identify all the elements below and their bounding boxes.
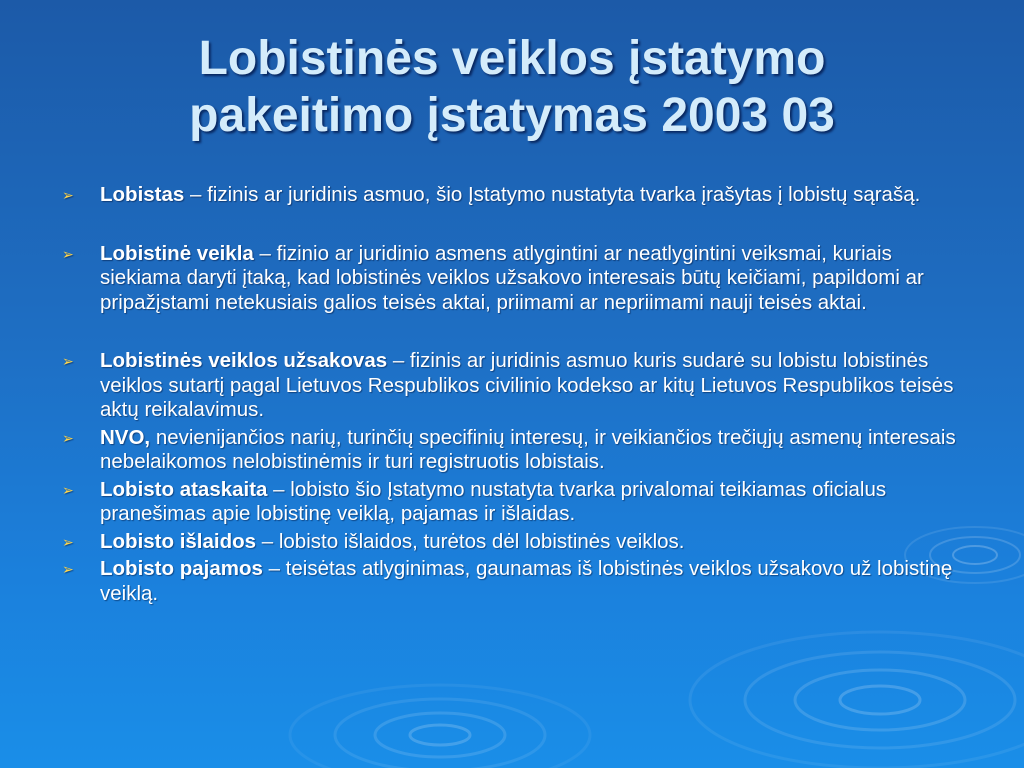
arrow-bullet-icon: ➢ [62,353,74,369]
bullet-term: Lobistinė veikla [100,241,254,265]
arrow-bullet-icon: ➢ [62,187,74,203]
bullet-item-ataskaita [62,478,972,527]
bullet-item-nvo [62,426,972,475]
bullet-term: Lobisto išlaidos [100,529,257,553]
bullet-item-lobistine-veikla [62,242,972,316]
bullet-text: – fizinis ar juridinis asmuo, šio Įstatymo nustatyta tvarka įrašytas į lobistų sąrašą. [184,183,921,206]
bullet-item-pajamos [62,557,972,606]
arrow-bullet-icon: ➢ [62,245,74,262]
bullet-item-uzsakovas [62,349,972,423]
bullet-item-islaidos [62,530,972,555]
bullet-text: – fizinis ar juridinis asmuo kuris sudarė su lobistu lobistinės veiklos sutartį pagal Lietuvos Respublikos civilinio kodekso ar kitų Lietuvos Respublikos teisės aktų reikalavimus. [100,349,954,421]
bullet-text: nevienijančios narių, turinčių specifinių interesų, ir veikiančios trečiųjų asmenų interesais nebelaikomos nelobistinėmis ir turi registruotis lobistais. [100,425,956,473]
arrow-bullet-icon: ➢ [62,481,74,498]
slide-title-line-1: Lobistinės veiklos įstatymo [198,32,826,85]
arrow-bullet-icon: ➢ [62,533,74,550]
slide-title-line-2: pakeitimo įstatymas 2003 03 [189,89,835,142]
arrow-bullet-icon: ➢ [62,561,74,577]
bullet-text: – lobisto išlaidos, turėtos dėl lobistinės veiklos. [256,529,685,553]
bullet-term: Lobisto pajamos [100,557,263,580]
bullet-term: NVO, [100,425,151,449]
bullet-list [62,183,972,606]
bullet-text: – lobisto šio Įstatymo nustatyta tvarka privalomai teikiamas oficialus pranešimas apie lobistinę veiklą, pajamas ir išlaidas. [100,477,887,525]
bullet-term: Lobistas [100,183,185,206]
bullet-term: Lobisto ataskaita [100,477,268,501]
arrow-bullet-icon: ➢ [62,429,74,446]
bullet-text: – teisėtas atlyginimas, gaunamas iš lobistinės veiklos užsakovo už lobistinę veiklą. [100,557,953,605]
slide-title [0,30,1024,144]
bullet-term: Lobistinės veiklos užsakovas [100,349,388,372]
bullet-item-lobistas [62,183,972,208]
bullet-text: – fizinio ar juridinio asmens atlygintini ar neatlygintini veiksmai, kuriais siekiama daryti įtaką, kad lobistinės veiklos užsakovo interesais būtų keičiami, papildomi ar pripažįstami netekusiais galios teisės aktai, priimami ar nepriimami nauji teisės aktai. [100,241,924,314]
